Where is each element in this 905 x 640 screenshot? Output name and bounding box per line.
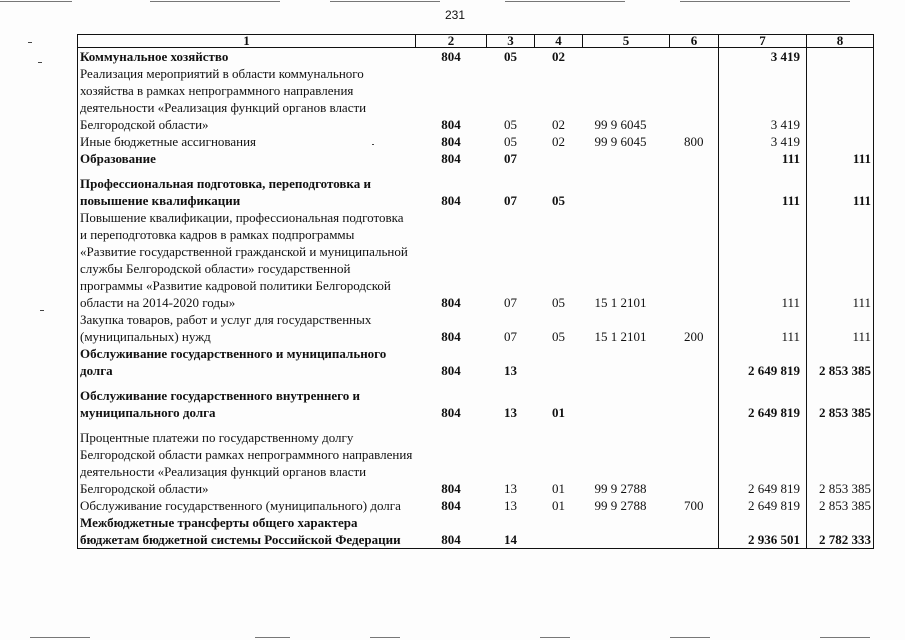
amount-col7: 111 [719,150,807,167]
expense-type-code [670,387,719,421]
ministry-code: 804 [441,329,461,344]
amount-col7: 111 [719,209,807,311]
section-code: 05 [504,117,517,132]
subsection-code: 05 [552,329,565,344]
row-name: Обслуживание государственного (муниципального) долга [78,497,416,514]
section-code: 07 [504,193,517,208]
table-row [78,65,874,133]
amount-col7: 3 419 [719,133,807,150]
section-code: 14 [487,514,535,549]
ministry-code: 804 [441,498,461,513]
header-row [78,35,874,48]
column-header: 2 [416,35,487,48]
ministry-code: 804 [416,514,487,549]
section-code: 07 [504,329,517,344]
row-spacer [78,379,874,387]
amount-col7: 2 649 819 [719,429,807,497]
ministry-code: 804 [441,193,461,208]
section-code: 07 [504,295,517,310]
amount-col8: 111 [807,209,874,311]
target-code [583,514,670,549]
section-code: 13 [504,481,517,496]
section-code: 13 [504,405,517,420]
ministry-code: 804 [441,134,461,149]
amount-col7: 2 649 819 [719,497,807,514]
section-code: 05 [504,49,517,64]
table-row [78,345,874,379]
amount-col7: 111 [719,175,807,209]
target-code: 99 9 2788 [594,481,647,496]
section-code: 13 [504,363,517,378]
table-row [78,311,874,345]
subsection-code [535,150,583,167]
amount-col7: 3 419 [719,65,807,133]
amount-col7: 3 419 [719,48,807,66]
subsection-code: 01 [552,405,565,420]
amount-col8: 111 [807,175,874,209]
table-row [78,387,874,421]
amount-col7: 2 649 819 [719,345,807,379]
table-body [78,48,874,549]
amount-col8: 111 [807,311,874,345]
column-header: 8 [807,35,874,48]
row-name: Обслуживание государственного и муниципального долга [78,345,416,379]
page-number: 231 [444,8,466,22]
expense-type-code [670,209,719,311]
table-row [78,209,874,311]
row-name: Образование [78,150,416,167]
table-row [78,133,874,150]
subsection-code: 02 [552,134,565,149]
scan-edge-bottom [0,637,905,639]
target-code: 15 1 2101 [594,329,647,344]
ministry-code: 804 [441,363,461,378]
subsection-code: 02 [552,49,565,64]
row-name: Реализация мероприятий в области коммунального хозяйства в рамках непрограммного направления деятельности «Реализация функций органов власти Белгородской области» [78,65,416,133]
row-name: Коммунальное хозяйство [78,48,416,66]
row-name: Иные бюджетные ассигнования [78,133,416,150]
table-row [78,497,874,514]
scan-mark [38,62,42,63]
amount-col8: 2 853 385 [807,387,874,421]
table-row [78,514,874,549]
amount-col8 [807,48,874,66]
scan-edge-top [0,0,905,2]
subsection-code [535,514,583,549]
row-name: Закупка товаров, работ и услуг для государственных (муниципальных) нужд [78,311,416,345]
subsection-code: 01 [552,498,565,513]
ministry-code: 804 [441,151,461,166]
scan-mark [40,310,44,311]
ministry-code: 804 [441,117,461,132]
amount-col8: 2 853 385 [807,429,874,497]
subsection-code [535,345,583,379]
expense-type-code [670,48,719,66]
amount-col7: 2 936 501 [719,514,807,549]
expense-type-code: 700 [684,498,704,513]
row-name: Повышение квалификации, профессиональная подготовка и переподготовка кадров в рамках подпрограммы «Развитие государственной гражданской и муниципальной службы Белгородской области» государственной программы «Развитие кадровой политики Белгородской области на 2014-2020 годы» [78,209,416,311]
target-code: 99 9 6045 [594,134,647,149]
amount-col8 [807,133,874,150]
amount-col8: 2 853 385 [807,345,874,379]
target-code: 99 9 2788 [594,498,647,513]
amount-col8: 111 [807,150,874,167]
amount-col8: 2 853 385 [807,497,874,514]
table-row [78,48,874,66]
expense-type-code [670,150,719,167]
row-spacer [78,421,874,429]
target-code [583,150,670,167]
subsection-code: 01 [552,481,565,496]
ministry-code: 804 [441,49,461,64]
expense-type-code [670,175,719,209]
ministry-code: 804 [441,295,461,310]
section-code: 13 [504,498,517,513]
expense-type-code [670,429,719,497]
amount-col7: 111 [719,311,807,345]
section-code: 05 [504,134,517,149]
row-name: Процентные платежи по государственному долгу Белгородской области рамках непрограммного направления деятельности «Реализация функций органов власти Белгородской области» [78,429,416,497]
ministry-code: 804 [441,481,461,496]
expense-type-code: 800 [684,134,704,149]
section-code: 07 [504,151,517,166]
ministry-code: 804 [441,405,461,420]
amount-col8 [807,65,874,133]
column-header: 5 [583,35,670,48]
amount-col7: 2 649 819 [719,387,807,421]
budget-table [77,34,874,549]
row-name: Профессиональная подготовка, переподготовка и повышение квалификации [78,175,416,209]
expense-type-code: 200 [684,329,704,344]
column-header: 4 [535,35,583,48]
target-code: 99 9 6045 [594,117,647,132]
row-spacer [78,167,874,175]
target-code: 15 1 2101 [594,295,647,310]
expense-type-code [670,345,719,379]
subsection-code: 05 [552,295,565,310]
expense-type-code [670,65,719,133]
table-row [78,429,874,497]
target-code [583,345,670,379]
row-name: Обслуживание государственного внутреннего и муниципального долга [78,387,416,421]
column-header: 7 [719,35,807,48]
scan-mark [28,42,32,43]
subsection-code: 02 [552,117,565,132]
target-code [583,387,670,421]
target-code [583,175,670,209]
expense-type-code [670,514,719,549]
table-row [78,150,874,167]
column-header: 1 [78,35,416,48]
table-row [78,175,874,209]
column-header: 3 [487,35,535,48]
amount-col8: 2 782 333 [807,514,874,549]
target-code [583,48,670,66]
column-header: 6 [670,35,719,48]
row-name: Межбюджетные трансферты общего характера бюджетам бюджетной системы Российской Федерации [78,514,416,549]
subsection-code: 05 [552,193,565,208]
